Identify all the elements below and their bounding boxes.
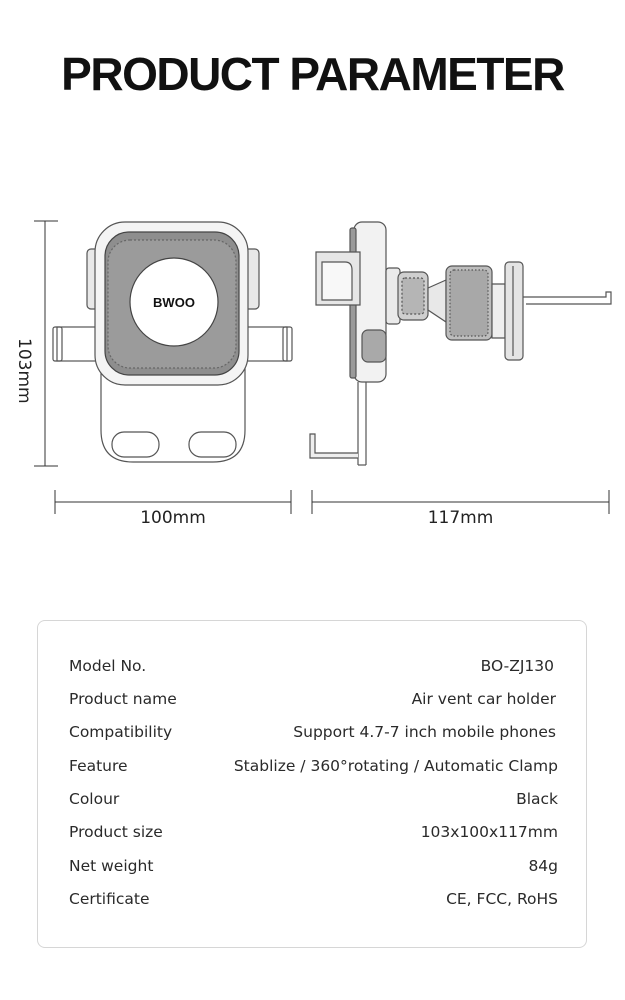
spec-value: Air vent car holder: [411, 690, 556, 708]
spec-row-feature: [69, 757, 558, 779]
spec-row-net-weight: [69, 857, 558, 879]
spec-label: Net weight: [69, 857, 154, 875]
side-view: [310, 222, 611, 465]
width-dimension-label: 100mm: [140, 508, 206, 528]
spec-value: BO-ZJ130: [480, 657, 554, 675]
spec-row-model: [69, 657, 558, 679]
spec-row-product-name: [69, 690, 558, 712]
spec-label: Product size: [69, 823, 163, 841]
spec-value: Black: [516, 790, 558, 808]
spec-row-certificate: [69, 890, 558, 912]
spec-value: 103x100x117mm: [420, 823, 558, 841]
spec-value: CE, FCC, RoHS: [446, 890, 558, 908]
height-dimension-label: 103mm: [14, 338, 34, 404]
brand-logo: BWOO: [153, 295, 195, 310]
spec-label: Compatibility: [69, 723, 173, 741]
spec-label: Certificate: [69, 890, 150, 908]
spec-value: Support 4.7-7 inch mobile phones: [293, 723, 556, 741]
depth-dimension-label: 117mm: [427, 508, 494, 528]
front-view: [53, 222, 292, 462]
spec-label: Feature: [69, 757, 128, 775]
spec-value: 84g: [528, 857, 558, 875]
spec-label: Colour: [69, 790, 120, 808]
page-title: PRODUCT PARAMETER: [61, 48, 564, 100]
spec-label: Product name: [69, 690, 177, 708]
spec-row-product-size: [69, 823, 558, 845]
spec-label: Model No.: [69, 657, 147, 675]
spec-table: [37, 620, 587, 948]
spec-row-compatibility: [69, 723, 558, 745]
spec-value: Stablize / 360°rotating / Automatic Clamp: [233, 757, 558, 775]
spec-row-colour: [69, 790, 558, 812]
